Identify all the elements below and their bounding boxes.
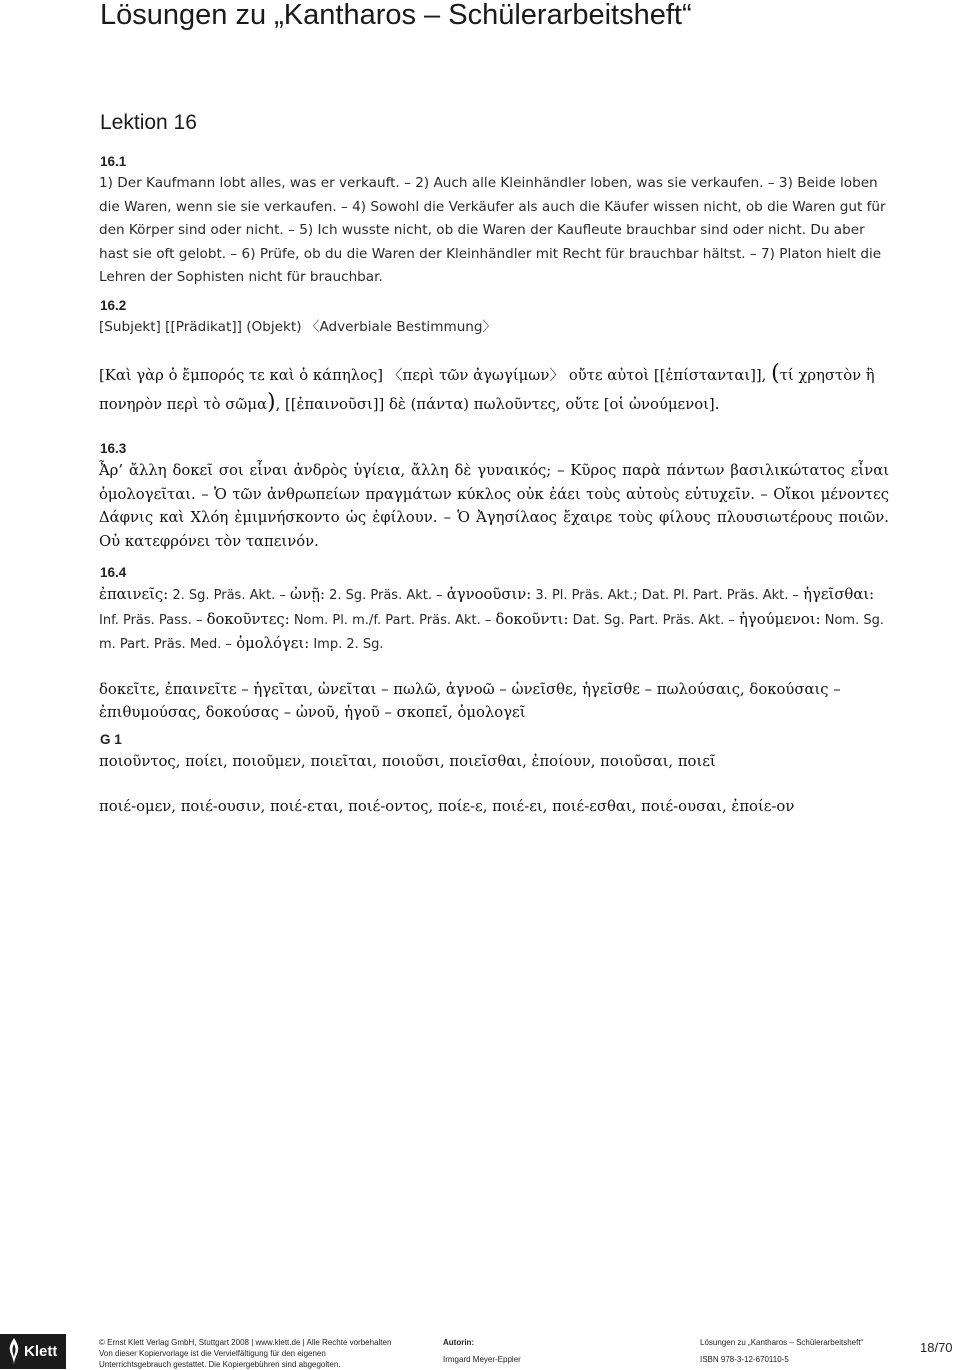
page-footer [0,1334,960,1369]
klett-logo-text: Klett [24,1343,58,1360]
footer-author-label: Autorin: [443,1338,475,1347]
footer-note-1: Von dieser Kopiervorlage ist die Vervielfältigung für den eigenen [99,1349,326,1358]
form-desc: 2. Sg. Präs. Akt. – [168,588,291,603]
footer-author: Irmgard Meyer-Eppler [443,1355,521,1364]
footer-isbn: ISBN 978-3-12-670110-5 [700,1355,789,1364]
page-number: 18/70 [920,1340,953,1355]
form-greek: ὠνῇ: [290,586,325,603]
greek-sentence-analysis [99,361,889,419]
translation-text: 1) Der Kaufmann lobt alles, was er verkauft. – 2) Auch alle Kleinhändler loben, was sie verkaufen. – 3) Beide loben die Waren, wenn sie sie verkaufen. – 4) Sowohl die Verkäufer als auch die Käufer wissen nicht, ob die Waren gut für den Körper sind oder nicht. – 5) Ich wusste nicht, ob die Waren der Kaufleute brauchbar sind oder nicht. Du aber hast sie oft gelobt. – 6) Prüfe, ob du die Waren der Kleinhändler mit Recht für brauchbar hältst. – 7) Platon hielt die Lehren der Sophisten nicht für brauchbar. [99,175,886,286]
footer-copyright: © Ernst Klett Verlag GmbH, Stuttgart 2008 | www.klett.de | Alle Rechte vorbehalten [99,1338,392,1347]
form-desc: 2. Sg. Präs. Akt. – [324,588,447,603]
form-desc: Dat. Sg. Part. Präs. Akt. – [568,612,740,628]
form-greek: δοκοῦντες: [206,610,290,628]
greek-forms-line-2: ποιέ-ομεν, ποιέ-ουσιν, ποιέ-εται, ποιέ-οντος, ποίε-ε, ποιέ-ει, ποιέ-εσθαι, ποιέ-ουσαι, ἐποίε-ον [99,798,795,815]
section-number: 16.2 [100,298,127,313]
syntax-legend: [Subjekt] [[Prädikat]] (Objekt) 〈Adverbiale Bestimmung〉 [99,319,497,335]
object-paren-close: ) [266,389,276,415]
form-analysis [99,583,889,657]
lesson-heading: Lektion 16 [100,111,197,134]
section-number: 16.4 [100,565,127,580]
section-number: 16.1 [100,154,127,169]
greek-clause-rest: , [[ἐπαινοῦσι]] δὲ (πάντα) πωλοῦντες, οὔτε [οἱ ὠνούμενοι]. [275,395,720,413]
form-greek: ἡγεῖσθαι: [803,586,875,603]
form-desc: Nom. Pl. m./f. Part. Präs. Akt. – [289,612,496,628]
section-16-4 [99,564,889,725]
section-16-2 [99,297,889,419]
form-greek: ὁμολόγει: [236,635,310,653]
form-desc: Imp. 2. Sg. [309,637,384,653]
greek-clause-main: [Καὶ γὰρ ὁ ἔμπορός τε καὶ ὁ κάπηλος] 〈περὶ τῶν ἀγωγίμων〉 οὔτε αὐτοὶ [[ἐπίστανται]], [99,366,772,384]
footer-author-block [443,1337,521,1365]
section-number: G 1 [100,732,122,747]
section-g1 [99,731,889,818]
form-greek: ἡγούμενοι: [739,610,821,628]
footer-book-title: Lösungen zu „Kantharos – Schülerarbeitsheft“ [700,1338,864,1347]
klett-logo [0,1334,66,1369]
footer-book-block [700,1337,863,1365]
section-16-3 [99,440,889,553]
section-16-1 [99,153,889,290]
greek-clause-object: τί χρηστὸν ἢ πονηρὸν περὶ τὸ σῶμα [99,366,875,413]
object-paren-open: ( [771,360,780,386]
greek-forms-list: δοκεῖτε, ἐπαινεῖτε – ἡγεῖται, ὠνεῖται – πωλῶ, ἀγνοῶ – ὠνεῖσθε, ἡγεῖσθε – πωλούσαις, δοκούσαις – ἐπιθυμούσας, δοκούσας – ὠνοῦ, ἡγοῦ – σκοπεῖ, ὁμολογεῖ [99,680,841,722]
footer-copyright-block [99,1337,391,1370]
form-greek: δοκοῦντι: [495,610,569,628]
greek-forms-line-1: ποιοῦντος, ποίει, ποιοῦμεν, ποιεῖται, ποιοῦσι, ποιεῖσθαι, ἐποίουν, ποιοῦσαι, ποιεῖ [99,753,716,770]
form-desc: 3. Pl. Präs. Akt.; Dat. Pl. Part. Präs. Akt. – [531,588,804,603]
footer-note-2: Unterrichtsgebrauch gestattet. Die Kopiergebühren sind abgegolten. [99,1360,341,1369]
form-desc: Inf. Präs. Pass. – [99,612,207,628]
klett-flame-icon [6,1337,22,1365]
form-desc: Nom. Sg. m. Part. Präs. Med. – [99,612,884,653]
greek-sentences: Ἆρ’ ἄλλη δοκεῖ σοι εἶναι ἀνδρὸς ὑγίεια, ἄλλη δὲ γυναικός; – Κῦρος παρὰ πάντων βασιλικώτατος εἶναι ὁμολογεῖται. – Ὁ τῶν ἀνθρωπείων πραγμάτων κύκλος οὐκ ἐάει τοὺς αὐτοὺς εὐτυχεῖν. – Οἴκοι μένοντες Δάφνις καὶ Χλόη ἐμιμνήσκοντο ὡς ἐφίλουν. – Ὁ Ἀγησίλαος ἔχαιρε τοὺς φίλους πλουσιωτέρους ποιῶν. Οὐ κατεφρόνει τὸν ταπεινόν. [99,462,889,550]
document-title: Lösungen zu „Kantharos – Schülerarbeitsheft“ [100,0,692,31]
form-greek: ἀγνοοῦσιν: [446,586,532,603]
form-greek: ἐπαινεῖς: [99,586,169,603]
section-number: 16.3 [100,441,127,456]
